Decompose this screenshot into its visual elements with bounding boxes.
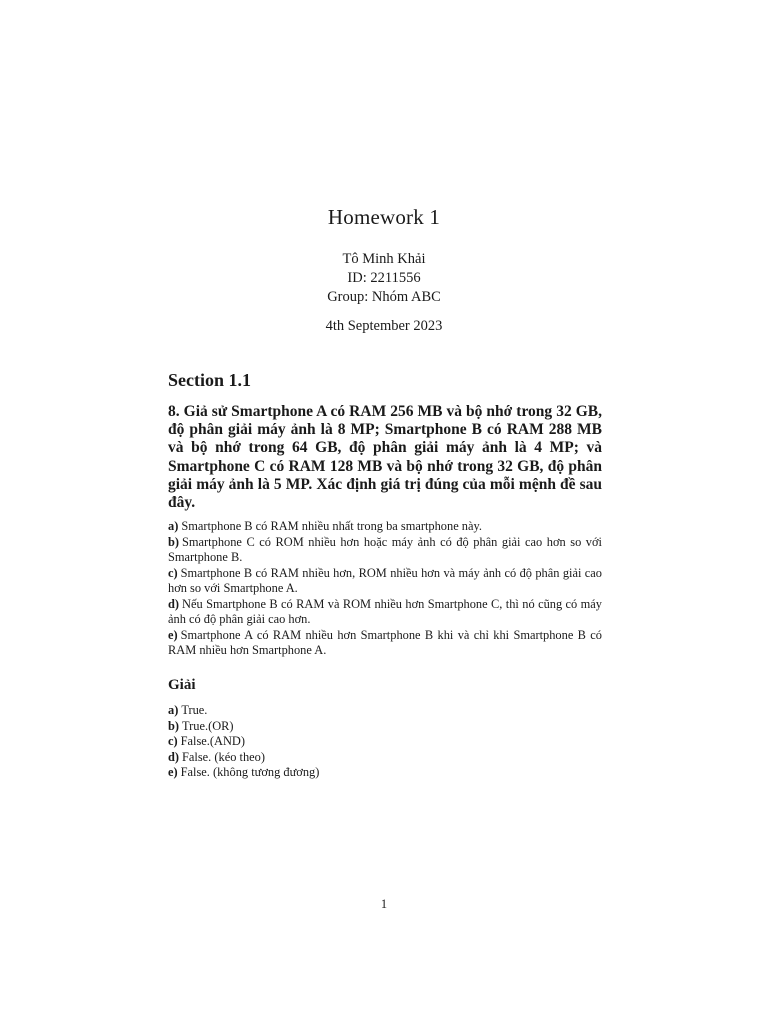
item-text: Smartphone A có RAM nhiều hơn Smartphone B khi và chỉ khi Smartphone B có RAM nhiều hơn Smartphone A.	[168, 627, 602, 657]
answer-item	[168, 765, 602, 781]
proposition-item	[168, 566, 602, 597]
answer-label: b)	[168, 718, 180, 733]
section-title: Section 1.1	[168, 370, 251, 390]
answer-text: False.(AND)	[180, 734, 245, 748]
item-label: c)	[168, 565, 178, 580]
answer-label: d)	[168, 749, 180, 764]
answer-item	[168, 719, 602, 735]
problem-statement: 8. Giả sử Smartphone A có RAM 256 MB và bộ nhớ trong 32 GB, độ phân giải máy ảnh là 8 MP; Smartphone B có RAM 288 MB và bộ nhớ trong 64 GB, độ phân giải máy ảnh là 4 MP; và Smartphone C có RAM 128 MB và bộ nhớ trong 32 GB, độ phân giải máy ảnh là 5 MP. Xác định giá trị đúng của mỗi mệnh đề sau đây.	[168, 403, 602, 512]
answer-text: True.	[181, 703, 208, 717]
proposition-item	[168, 628, 602, 659]
proposition-item	[168, 597, 602, 628]
proposition-item	[168, 535, 602, 566]
author-block	[0, 250, 768, 307]
answer-item	[168, 750, 602, 766]
document-title: Homework 1	[327, 205, 441, 229]
student-id: ID: 2211556	[347, 270, 421, 286]
proposition-list	[168, 519, 602, 659]
answer-text: False. (không tương đương)	[180, 765, 320, 779]
answer-list	[168, 703, 602, 781]
answer-label: e)	[168, 765, 178, 779]
item-label: a)	[168, 519, 179, 533]
page-number: 1	[380, 897, 388, 911]
answer-label: a)	[168, 703, 179, 717]
author-name: Tô Minh Khải	[342, 251, 426, 267]
item-text: Smartphone B có RAM nhiều nhất trong ba smartphone này.	[181, 519, 482, 533]
item-label: b)	[168, 534, 180, 549]
proposition-item	[168, 519, 602, 535]
item-text: Smartphone C có ROM nhiều hơn hoặc máy ảnh có độ phân giải cao hơn so với Smartphone B.	[168, 534, 602, 564]
item-label: d)	[168, 596, 180, 611]
item-text: Smartphone B có RAM nhiều hơn, ROM nhiều hơn và máy ảnh có độ phân giải cao hơn so với Smartphone A.	[168, 565, 602, 595]
answer-item	[168, 734, 602, 750]
answer-label: c)	[168, 734, 178, 748]
solution-title: Giải	[168, 677, 196, 693]
item-text: Nếu Smartphone B có RAM và ROM nhiều hơn Smartphone C, thì nó cũng có máy ảnh có độ phân giải cao hơn.	[168, 596, 602, 626]
group-name: Group: Nhóm ABC	[327, 289, 441, 305]
answer-text: True.(OR)	[182, 718, 234, 733]
answer-item	[168, 703, 602, 719]
answer-text: False. (kéo theo)	[182, 749, 265, 764]
item-label: e)	[168, 627, 178, 642]
document-date: 4th September 2023	[325, 318, 443, 334]
